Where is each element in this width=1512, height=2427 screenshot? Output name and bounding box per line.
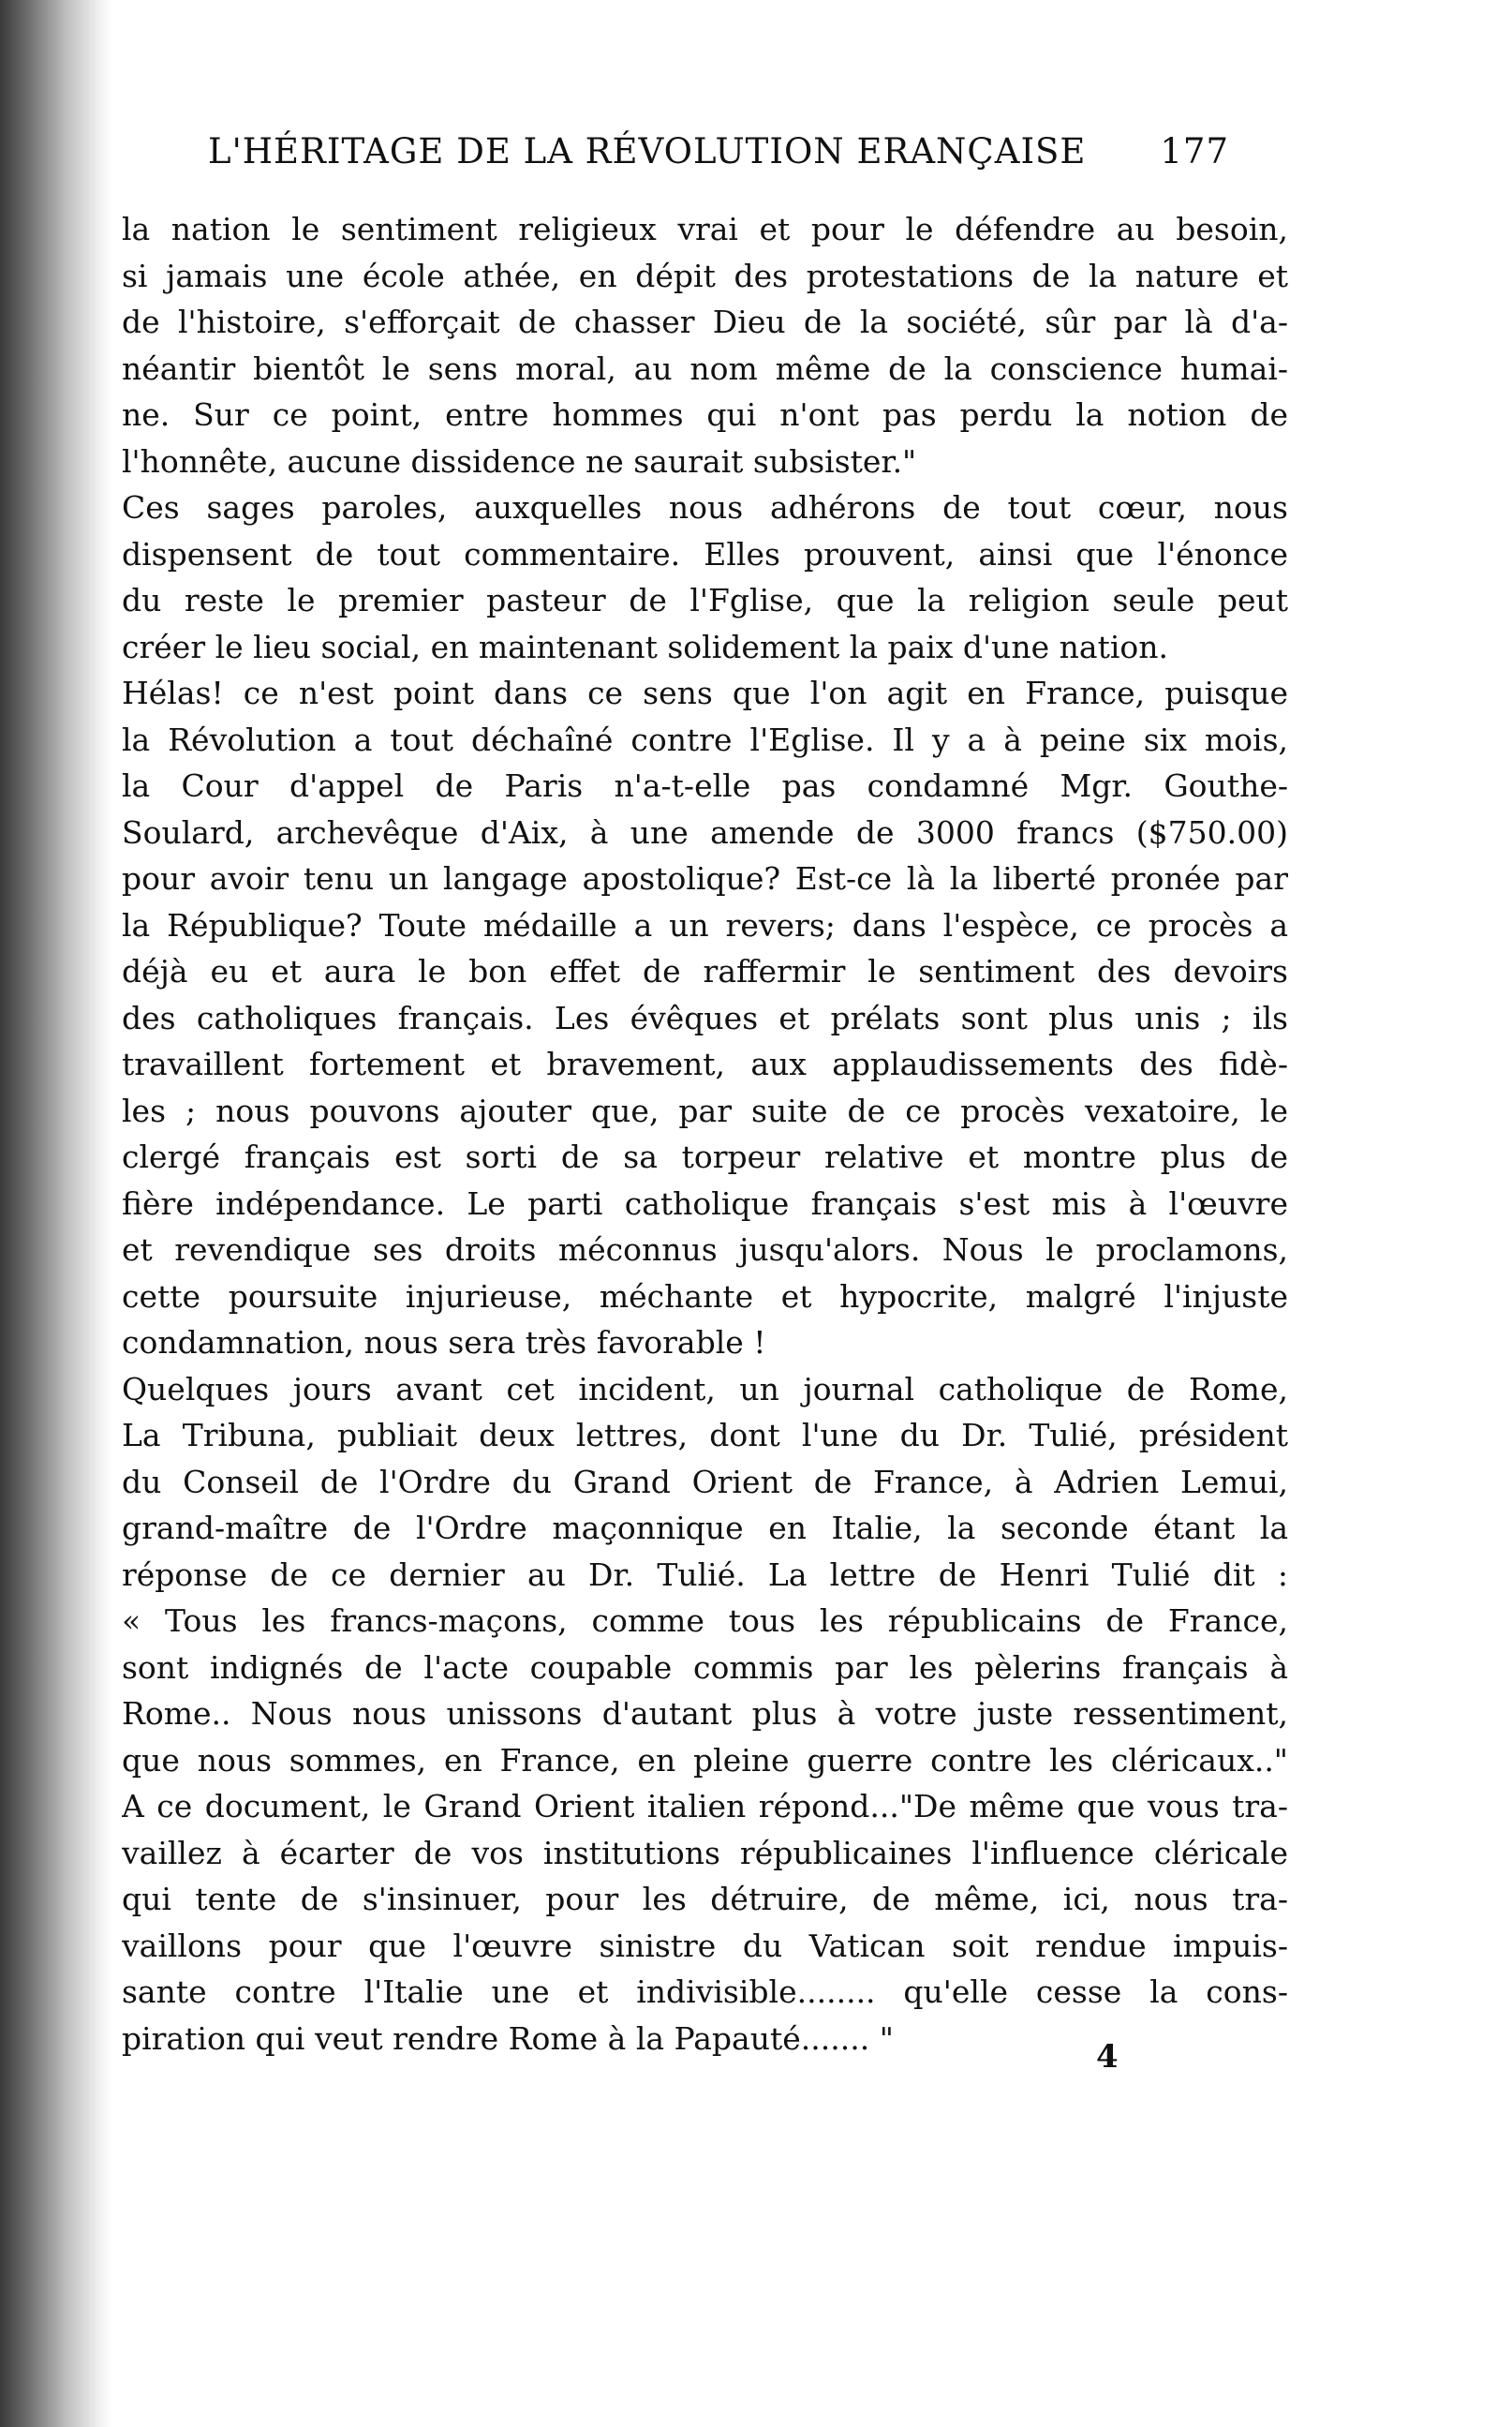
- text-line: créer le lieu social, en maintenant solidement la paix d'une nation.: [122, 628, 1168, 665]
- text-line: l'honnête, aucune dissidence ne saurait subsister.": [122, 442, 917, 480]
- running-header: [208, 131, 1229, 187]
- text-line: qui tente de s'insinuer, pour les détruire, de même, ici, nous tra-: [122, 1881, 1288, 1917]
- signature-mark: 4: [1096, 2038, 1119, 2076]
- text-line: de l'histoire, s'efforçait de chasser Dieu de la société, sûr par là d'a-: [122, 304, 1288, 340]
- text-line: la nation le sentiment religieux vrai et pour le défendre au besoin,: [122, 211, 1288, 247]
- text-line: du Conseil de l'Ordre du Grand Orient de France, à Adrien Lemui,: [122, 1463, 1288, 1500]
- text-line: sont indignés de l'acte coupable commis par les pèlerins français à: [122, 1648, 1288, 1686]
- text-line: vaillez à écarter de vos institutions républicaines l'influence cléricale: [122, 1834, 1288, 1871]
- text-line: A ce document, le Grand Orient italien répond..."De même que vous tra-: [122, 1788, 1288, 1824]
- text-line: et revendique ses droits méconnus jusqu'alors. Nous le proclamons,: [122, 1231, 1288, 1268]
- text-line: Ces sages paroles, auxquelles nous adhérons de tout cœur, nous: [122, 489, 1288, 526]
- text-line: Hélas! ce n'est point dans ce sens que l'on agit en France, puisque: [122, 675, 1288, 711]
- text-line: des catholiques français. Les évêques et prélats sont plus unis ; ils: [122, 999, 1288, 1036]
- text-line: « Tous les francs-maçons, comme tous les républicains de France,: [122, 1602, 1288, 1639]
- book-page: [122, 112, 1302, 2361]
- text-line: condamnation, nous sera très favorable !: [122, 1324, 766, 1361]
- running-title: L'HÉRITAGE DE LA RÉVOLUTION ERANÇAISE: [208, 131, 1087, 171]
- text-line: ne. Sur ce point, entre hommes qui n'ont pas perdu la notion de: [122, 396, 1288, 433]
- text-line: Soulard, archevêque d'Aix, à une amende de 3000 francs ($750.00): [122, 813, 1288, 851]
- text-line: vaillons pour que l'œuvre sinistre du Vatican soit rendue impuis-: [122, 1927, 1288, 1964]
- page-number: 177: [1160, 131, 1229, 171]
- text-line: travaillent fortement et bravement, aux applaudissements des fidè-: [122, 1046, 1288, 1082]
- text-line: néantir bientôt le sens moral, au nom même de la conscience humai-: [122, 350, 1288, 387]
- text-line: pour avoir tenu un langage apostolique? Est-ce là la liberté pronée par: [122, 860, 1288, 897]
- text-line: la Cour d'appel de Paris n'a-t-elle pas condamné Mgr. Gouthe-: [122, 767, 1288, 804]
- text-line: sante contre l'Italie une et indivisible........ qu'elle cesse la cons-: [122, 1973, 1288, 2010]
- text-line: réponse de ce dernier au Dr. Tulié. La lettre de Henri Tulié dit :: [122, 1556, 1288, 1593]
- text-line: si jamais une école athée, en dépit des protestations de la nature et: [122, 257, 1288, 294]
- text-line: dispensent de tout commentaire. Elles prouvent, ainsi que l'énonce: [122, 535, 1288, 573]
- text-line: Quelques jours avant cet incident, un journal catholique de Rome,: [122, 1370, 1288, 1407]
- scan-gutter-shadow: [0, 0, 112, 2427]
- text-line: les ; nous pouvons ajouter que, par suite de ce procès vexatoire, le: [122, 1092, 1288, 1129]
- text-line: la Révolution a tout déchaîné contre l'Eglise. Il y a à peine six mois,: [122, 721, 1288, 758]
- text-line: grand-maître de l'Ordre maçonnique en Italie, la seconde étant la: [122, 1510, 1288, 1546]
- text-line: que nous sommes, en France, en pleine guerre contre les cléricaux..": [122, 1741, 1288, 1779]
- text-line: La Tribuna, publiait deux lettres, dont l'une du Dr. Tulié, président: [122, 1417, 1288, 1453]
- text-line: cette poursuite injurieuse, méchante et hypocrite, malgré l'injuste: [122, 1277, 1288, 1315]
- body-text: [122, 206, 1288, 2062]
- text-line: piration qui veut rendre Rome à la Papauté....... ": [122, 2019, 894, 2057]
- text-line: Rome.. Nous nous unissons d'autant plus à votre juste ressentiment,: [122, 1695, 1288, 1732]
- text-line: clergé français est sorti de sa torpeur relative et montre plus de: [122, 1139, 1288, 1175]
- text-line: la République? Toute médaille a un revers; dans l'espèce, ce procès a: [122, 906, 1288, 944]
- text-line: déjà eu et aura le bon effet de raffermir le sentiment des devoirs: [122, 953, 1288, 990]
- text-line: du reste le premier pasteur de l'Fglise, que la religion seule peut: [122, 582, 1288, 618]
- text-line: fière indépendance. Le parti catholique français s'est mis à l'œuvre: [122, 1184, 1288, 1222]
